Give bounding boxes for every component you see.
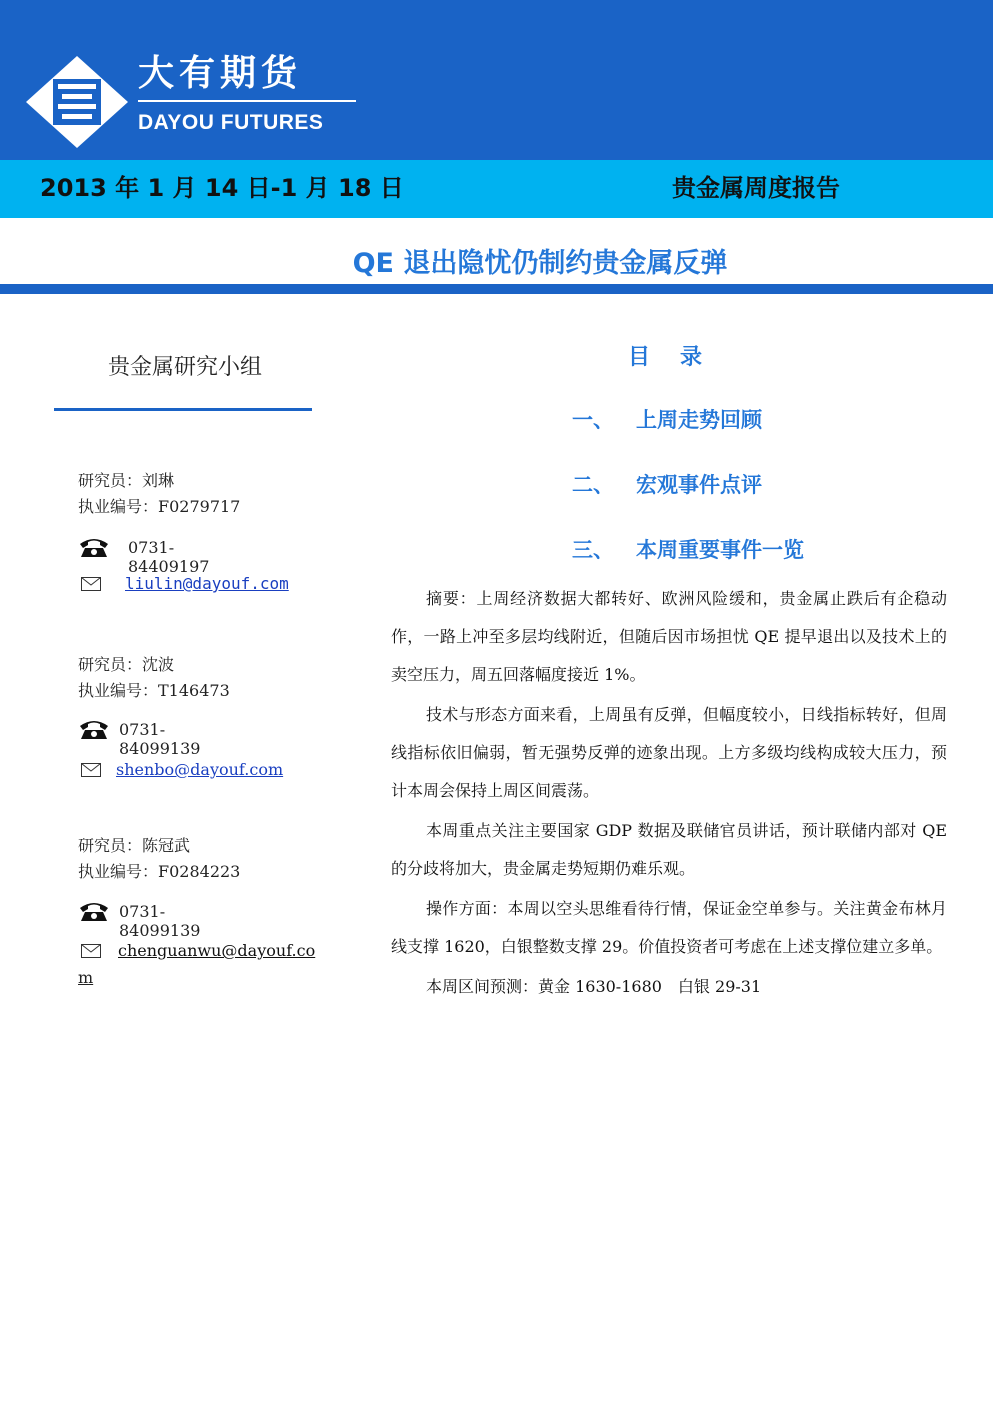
report-headline: QE 退出隐忧仍制约贵金属反弹 <box>352 248 728 279</box>
researcher-name: 研究员：沈波 <box>78 655 175 674</box>
toc-item-number: 三、 <box>572 538 614 562</box>
toc-item[interactable] <box>572 534 804 564</box>
team-divider <box>54 408 312 411</box>
toc-item-number: 二、 <box>572 473 614 497</box>
logo-chinese-text: 大有期货 <box>138 53 303 94</box>
researcher-name: 研究员：刘琳 <box>78 471 175 490</box>
summary-forecast: 本周区间预测：黄金 1630-1680 白银 29-31 <box>426 977 762 996</box>
toc-item[interactable] <box>572 404 762 434</box>
email-link[interactable]: chenguanwu@dayouf.co <box>118 941 316 960</box>
envelope-icon <box>81 944 101 958</box>
phone-number: 0731-84099139 <box>119 902 201 940</box>
researcher-name: 研究员：陈冠武 <box>78 836 191 855</box>
phone-number: 0731-84099139 <box>119 720 201 758</box>
researcher-card <box>78 652 358 779</box>
report-date-range: 2013 年 1 月 14 日-1 月 18 日 <box>40 174 404 202</box>
researcher-license: 执业编号：T146473 <box>78 681 230 700</box>
email-link[interactable]: liulin@dayouf.com <box>125 574 289 593</box>
telephone-icon <box>78 900 110 922</box>
email-link[interactable]: shenbo@dayouf.com <box>116 760 284 779</box>
toc-item-label: 本周重要事件一览 <box>636 538 804 562</box>
report-type: 贵金属周度报告 <box>672 174 840 202</box>
team-name: 贵金属研究小组 <box>108 355 263 380</box>
summary-section <box>391 580 947 1008</box>
telephone-icon <box>78 536 110 558</box>
researcher-license: 执业编号：F0279717 <box>78 497 241 516</box>
researcher-license: 执业编号：F0284223 <box>78 862 241 881</box>
logo-divider <box>138 100 356 102</box>
toc-item[interactable] <box>572 469 762 499</box>
headline-divider <box>0 284 993 294</box>
summary-paragraph: 本周重点关注主要国家 GDP 数据及联储官员讲话，预计联储内部对 QE 的分歧将加大，贵金属走势短期仍难乐观。 <box>391 821 947 878</box>
toc-title: 目录 <box>628 345 733 370</box>
email-link-continued[interactable]: m <box>78 968 94 987</box>
summary-paragraph: 操作方面：本周以空头思维看待行情，保证金空单参与。关注黄金布林月线支撑 1620，白银整数支撑 29。价值投资者可考虑在上述支撑位建立多单。 <box>391 899 947 956</box>
envelope-icon <box>81 763 101 777</box>
summary-paragraph: 技术与形态方面来看，上周虽有反弹，但幅度较小，日线指标转好，但周线指标依旧偏弱，暂无强势反弹的迹象出现。上方多级均线构成较大压力，预计本周会保持上周区间震荡。 <box>391 705 947 800</box>
toc-item-number: 一、 <box>572 408 614 432</box>
researcher-card <box>78 833 358 987</box>
dayou-logo-icon <box>22 52 132 152</box>
phone-number: 0731-84409197 <box>128 538 210 576</box>
envelope-icon <box>81 577 101 591</box>
researcher-card <box>78 468 358 593</box>
summary-paragraph: 摘要：上周经济数据大都转好、欧洲风险缓和，贵金属止跌后有企稳动作，一路上冲至多层均线附近，但随后因市场担忧 QE 提早退出以及技术上的卖空压力，周五回落幅度接近 1%。 <box>391 589 947 684</box>
toc-item-label: 宏观事件点评 <box>636 473 762 497</box>
logo-english-text: DAYOU FUTURES <box>138 111 324 134</box>
telephone-icon <box>78 718 110 740</box>
header-banner <box>0 0 993 160</box>
toc-item-label: 上周走势回顾 <box>636 408 762 432</box>
